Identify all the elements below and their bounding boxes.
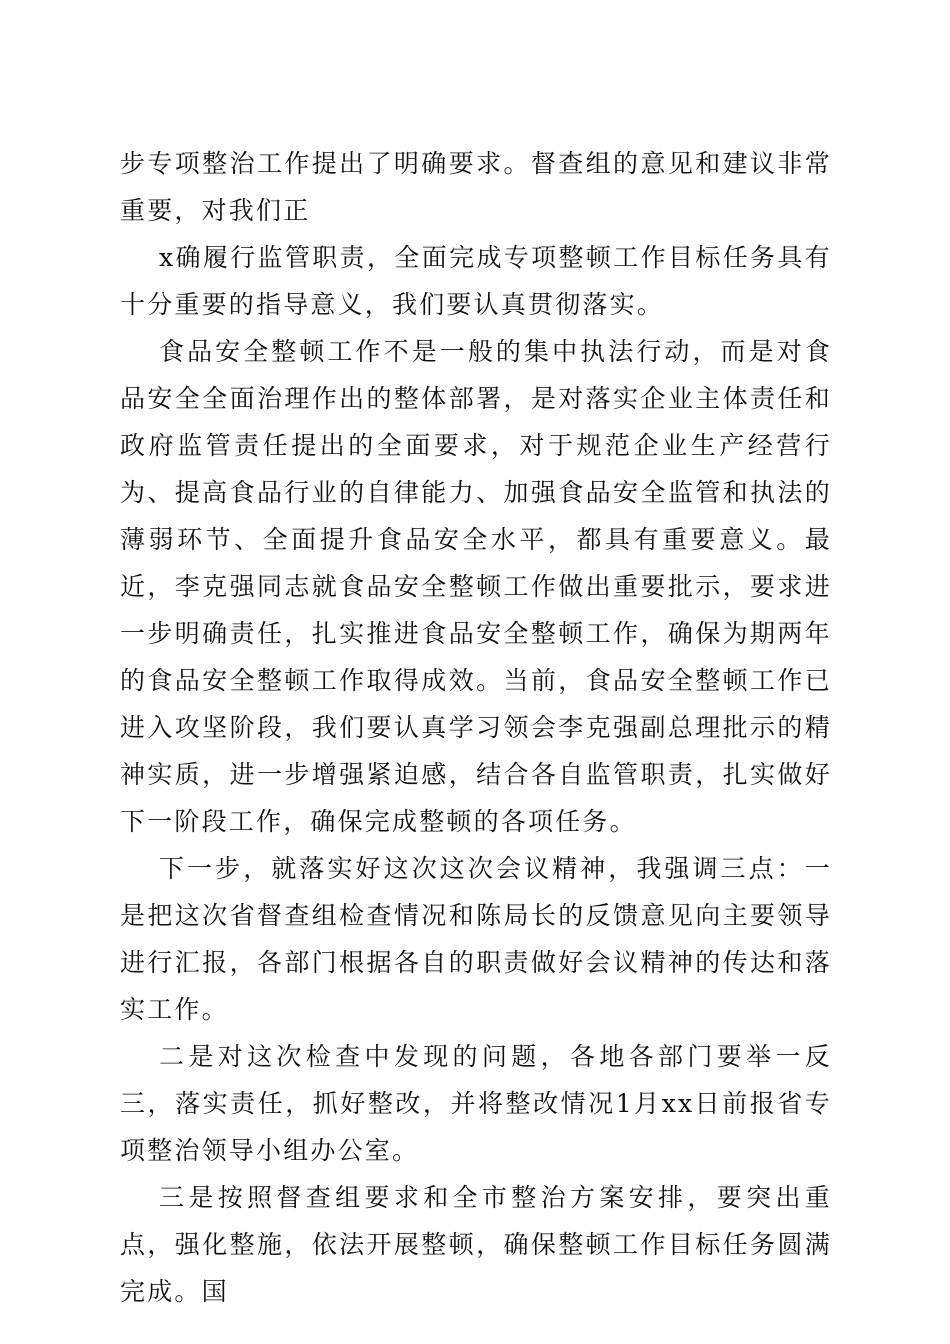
paragraph-1: x确履行监管职责，全面完成专项整顿工作目标任务具有十分重要的指导意义，我们要认真贯彻落实。	[120, 243, 832, 319]
paragraph-4: 二是对这次检查中发现的问题，各地各部门要举一反三，落实责任，抓好整改，并将整改情况1月xx日前报省专项整治领导小组办公室。	[120, 1042, 832, 1165]
paragraph-2: 食品安全整顿工作不是一般的集中执法行动，而是对食品安全全面治理作出的整体部署，是对落实企业主体责任和政府监管责任提出的全面要求，对于规范企业生产经营行为、提高食品行业的自律能力、加强食品安全监管和执法的薄弱环节、全面提升食品安全水平，都具有重要意义。最近，李克强同志就食品安全整顿工作做出重要批示，要求进一步明确责任，扎实推进食品安全整顿工作，确保为期两年的食品安全整顿工作取得成效。当前，食品安全整顿工作已进入攻坚阶段，我们要认真学习领会李克强副总理批示的精神实质，进一步增强紧迫感，结合各自监管职责，扎实做好下一阶段工作，确保完成整顿的各项任务。	[120, 337, 832, 836]
document-body	[120, 140, 832, 1315]
paragraph-continued: 步专项整治工作提出了明确要求。督查组的意见和建议非常重要，对我们正	[120, 149, 832, 225]
paragraph-5: 三是按照督查组要求和全市整治方案安排，要突出重点，强化整施，依法开展整顿，确保整顿工作目标任务圆满完成。国	[120, 1183, 832, 1306]
paragraph-3: 下一步，就落实好这次这次会议精神，我强调三点：一是把这次省督查组检查情况和陈局长的反馈意见向主要领导进行汇报，各部门根据各自的职责做好会议精神的传达和落实工作。	[120, 854, 832, 1024]
